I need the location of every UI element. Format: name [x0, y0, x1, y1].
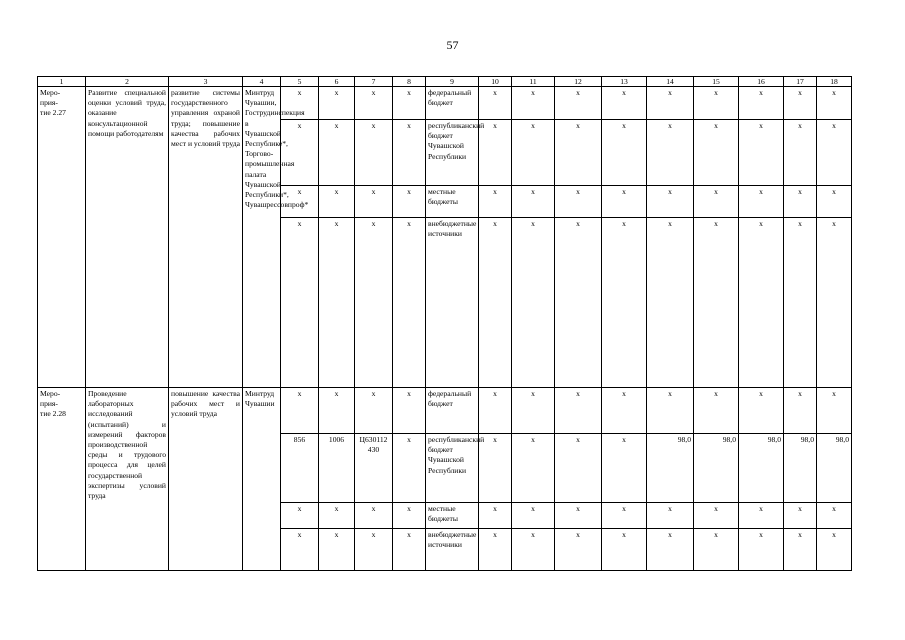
- year-value-10: x: [479, 87, 512, 120]
- section-code: x: [319, 186, 355, 218]
- funding-source: внебюджетные источники: [426, 218, 479, 388]
- year-value-13: x: [602, 529, 647, 571]
- year-value-17: x: [784, 87, 817, 120]
- year-value-13: x: [602, 434, 647, 503]
- year-value-13: x: [602, 388, 647, 434]
- measure-executor: Минтруд Чувашии: [243, 388, 281, 571]
- column-number-10: 10: [479, 77, 512, 87]
- column-number-17: 17: [784, 77, 817, 87]
- expense-type-code: x: [393, 388, 426, 434]
- expense-type-code: x: [393, 186, 426, 218]
- column-number-8: 8: [393, 77, 426, 87]
- column-number-2: 2: [86, 77, 169, 87]
- section-code: x: [319, 120, 355, 186]
- year-value-10: x: [479, 503, 512, 529]
- year-value-14: x: [647, 529, 694, 571]
- expense-type-code: x: [393, 529, 426, 571]
- year-value-17: x: [784, 218, 817, 388]
- year-value-16: x: [739, 120, 784, 186]
- section-code: x: [319, 87, 355, 120]
- column-number-14: 14: [647, 77, 694, 87]
- year-value-15: x: [694, 218, 739, 388]
- target-article-code: x: [355, 529, 393, 571]
- expense-type-code: x: [393, 87, 426, 120]
- grbs-code: x: [281, 503, 319, 529]
- measure-goal: развитие системы государственного управления охраной труда; повышение качества рабочих мест и условий труда: [169, 87, 243, 388]
- measure-name: Развитие специальной оценки условий труда, оказание консультационной помощи работодателям: [86, 87, 169, 388]
- target-article-code: Ц630112 430: [355, 434, 393, 503]
- year-value-11: x: [512, 120, 555, 186]
- table-row: [38, 388, 852, 434]
- year-value-10: x: [479, 120, 512, 186]
- year-value-12: x: [555, 87, 602, 120]
- target-article-code: x: [355, 503, 393, 529]
- grbs-code: x: [281, 529, 319, 571]
- year-value-18: x: [817, 529, 852, 571]
- year-value-11: x: [512, 388, 555, 434]
- year-value-12: x: [555, 120, 602, 186]
- column-number-6: 6: [319, 77, 355, 87]
- funding-source: федеральный бюджет: [426, 388, 479, 434]
- funding-source: местные бюджеты: [426, 186, 479, 218]
- column-number-row: [38, 77, 852, 87]
- year-value-11: x: [512, 503, 555, 529]
- funding-source: республиканский бюджет Чувашской Республики: [426, 434, 479, 503]
- year-value-15: 98,0: [694, 434, 739, 503]
- year-value-18: x: [817, 503, 852, 529]
- expense-type-code: x: [393, 503, 426, 529]
- column-number-9: 9: [426, 77, 479, 87]
- expense-type-code: x: [393, 120, 426, 186]
- target-article-code: x: [355, 186, 393, 218]
- year-value-14: x: [647, 186, 694, 218]
- measure-name: Проведение лабораторных исследований (испытаний) и измерений факторов производственной среды и трудового процесса для целей государственной экспертизы условий труда: [86, 388, 169, 571]
- year-value-11: x: [512, 434, 555, 503]
- measure-goal: повышение качества рабочих мест и условий труда: [169, 388, 243, 571]
- year-value-15: x: [694, 503, 739, 529]
- year-value-12: x: [555, 434, 602, 503]
- year-value-16: x: [739, 186, 784, 218]
- section-code: 1006: [319, 434, 355, 503]
- funding-source: местные бюджеты: [426, 503, 479, 529]
- page-number: 57: [446, 38, 459, 52]
- grbs-code: x: [281, 218, 319, 388]
- year-value-10: x: [479, 388, 512, 434]
- year-value-15: x: [694, 529, 739, 571]
- year-value-15: x: [694, 87, 739, 120]
- year-value-17: x: [784, 186, 817, 218]
- year-value-13: x: [602, 186, 647, 218]
- year-value-17: 98,0: [784, 434, 817, 503]
- measure-id: Меро- прия- тие 2.27: [38, 87, 86, 388]
- grbs-code: x: [281, 87, 319, 120]
- column-number-16: 16: [739, 77, 784, 87]
- year-value-12: x: [555, 529, 602, 571]
- section-code: x: [319, 503, 355, 529]
- year-value-16: x: [739, 218, 784, 388]
- year-value-10: x: [479, 218, 512, 388]
- year-value-14: x: [647, 120, 694, 186]
- year-value-10: x: [479, 434, 512, 503]
- funding-source: внебюджетные источники: [426, 529, 479, 571]
- year-value-18: x: [817, 186, 852, 218]
- funding-source: федеральный бюджет: [426, 87, 479, 120]
- table-body: [38, 77, 852, 571]
- year-value-18: 98,0: [817, 434, 852, 503]
- measure-executor: Минтруд Чувашии, Гострудинспекция в Чувашской Республике*, Торгово-промышленная палата Чувашской Республики*, Чувашрессовпроф*: [243, 87, 281, 388]
- funding-source: республиканский бюджет Чувашской Республики: [426, 120, 479, 186]
- table-row: [38, 87, 852, 120]
- year-value-15: x: [694, 186, 739, 218]
- year-value-11: x: [512, 218, 555, 388]
- target-article-code: x: [355, 87, 393, 120]
- section-code: x: [319, 529, 355, 571]
- column-number-5: 5: [281, 77, 319, 87]
- year-value-12: x: [555, 503, 602, 529]
- year-value-12: x: [555, 218, 602, 388]
- grbs-code: x: [281, 186, 319, 218]
- program-table: [37, 76, 852, 571]
- year-value-18: x: [817, 218, 852, 388]
- year-value-17: x: [784, 503, 817, 529]
- column-number-11: 11: [512, 77, 555, 87]
- year-value-17: x: [784, 388, 817, 434]
- year-value-18: x: [817, 120, 852, 186]
- column-number-7: 7: [355, 77, 393, 87]
- column-number-3: 3: [169, 77, 243, 87]
- column-number-15: 15: [694, 77, 739, 87]
- year-value-15: x: [694, 388, 739, 434]
- year-value-16: 98,0: [739, 434, 784, 503]
- year-value-16: x: [739, 529, 784, 571]
- year-value-15: x: [694, 120, 739, 186]
- year-value-18: x: [817, 87, 852, 120]
- year-value-16: x: [739, 388, 784, 434]
- column-number-1: 1: [38, 77, 86, 87]
- measure-id: Меро- прия- тие 2.28: [38, 388, 86, 571]
- year-value-16: x: [739, 503, 784, 529]
- year-value-18: x: [817, 388, 852, 434]
- year-value-14: x: [647, 87, 694, 120]
- section-code: x: [319, 218, 355, 388]
- grbs-code: x: [281, 120, 319, 186]
- year-value-13: x: [602, 120, 647, 186]
- year-value-11: x: [512, 186, 555, 218]
- year-value-16: x: [739, 87, 784, 120]
- section-code: x: [319, 388, 355, 434]
- target-article-code: x: [355, 218, 393, 388]
- year-value-10: x: [479, 529, 512, 571]
- target-article-code: x: [355, 120, 393, 186]
- year-value-14: x: [647, 388, 694, 434]
- expense-type-code: x: [393, 218, 426, 388]
- year-value-14: x: [647, 218, 694, 388]
- year-value-13: x: [602, 218, 647, 388]
- year-value-10: x: [479, 186, 512, 218]
- year-value-14: x: [647, 503, 694, 529]
- grbs-code: 856: [281, 434, 319, 503]
- year-value-12: x: [555, 186, 602, 218]
- year-value-13: x: [602, 503, 647, 529]
- year-value-12: x: [555, 388, 602, 434]
- year-value-17: x: [784, 120, 817, 186]
- year-value-13: x: [602, 87, 647, 120]
- year-value-14: 98,0: [647, 434, 694, 503]
- column-number-12: 12: [555, 77, 602, 87]
- target-article-code: x: [355, 388, 393, 434]
- year-value-11: x: [512, 87, 555, 120]
- column-number-13: 13: [602, 77, 647, 87]
- year-value-17: x: [784, 529, 817, 571]
- column-number-18: 18: [817, 77, 852, 87]
- grbs-code: x: [281, 388, 319, 434]
- expense-type-code: x: [393, 434, 426, 503]
- year-value-11: x: [512, 529, 555, 571]
- column-number-4: 4: [243, 77, 281, 87]
